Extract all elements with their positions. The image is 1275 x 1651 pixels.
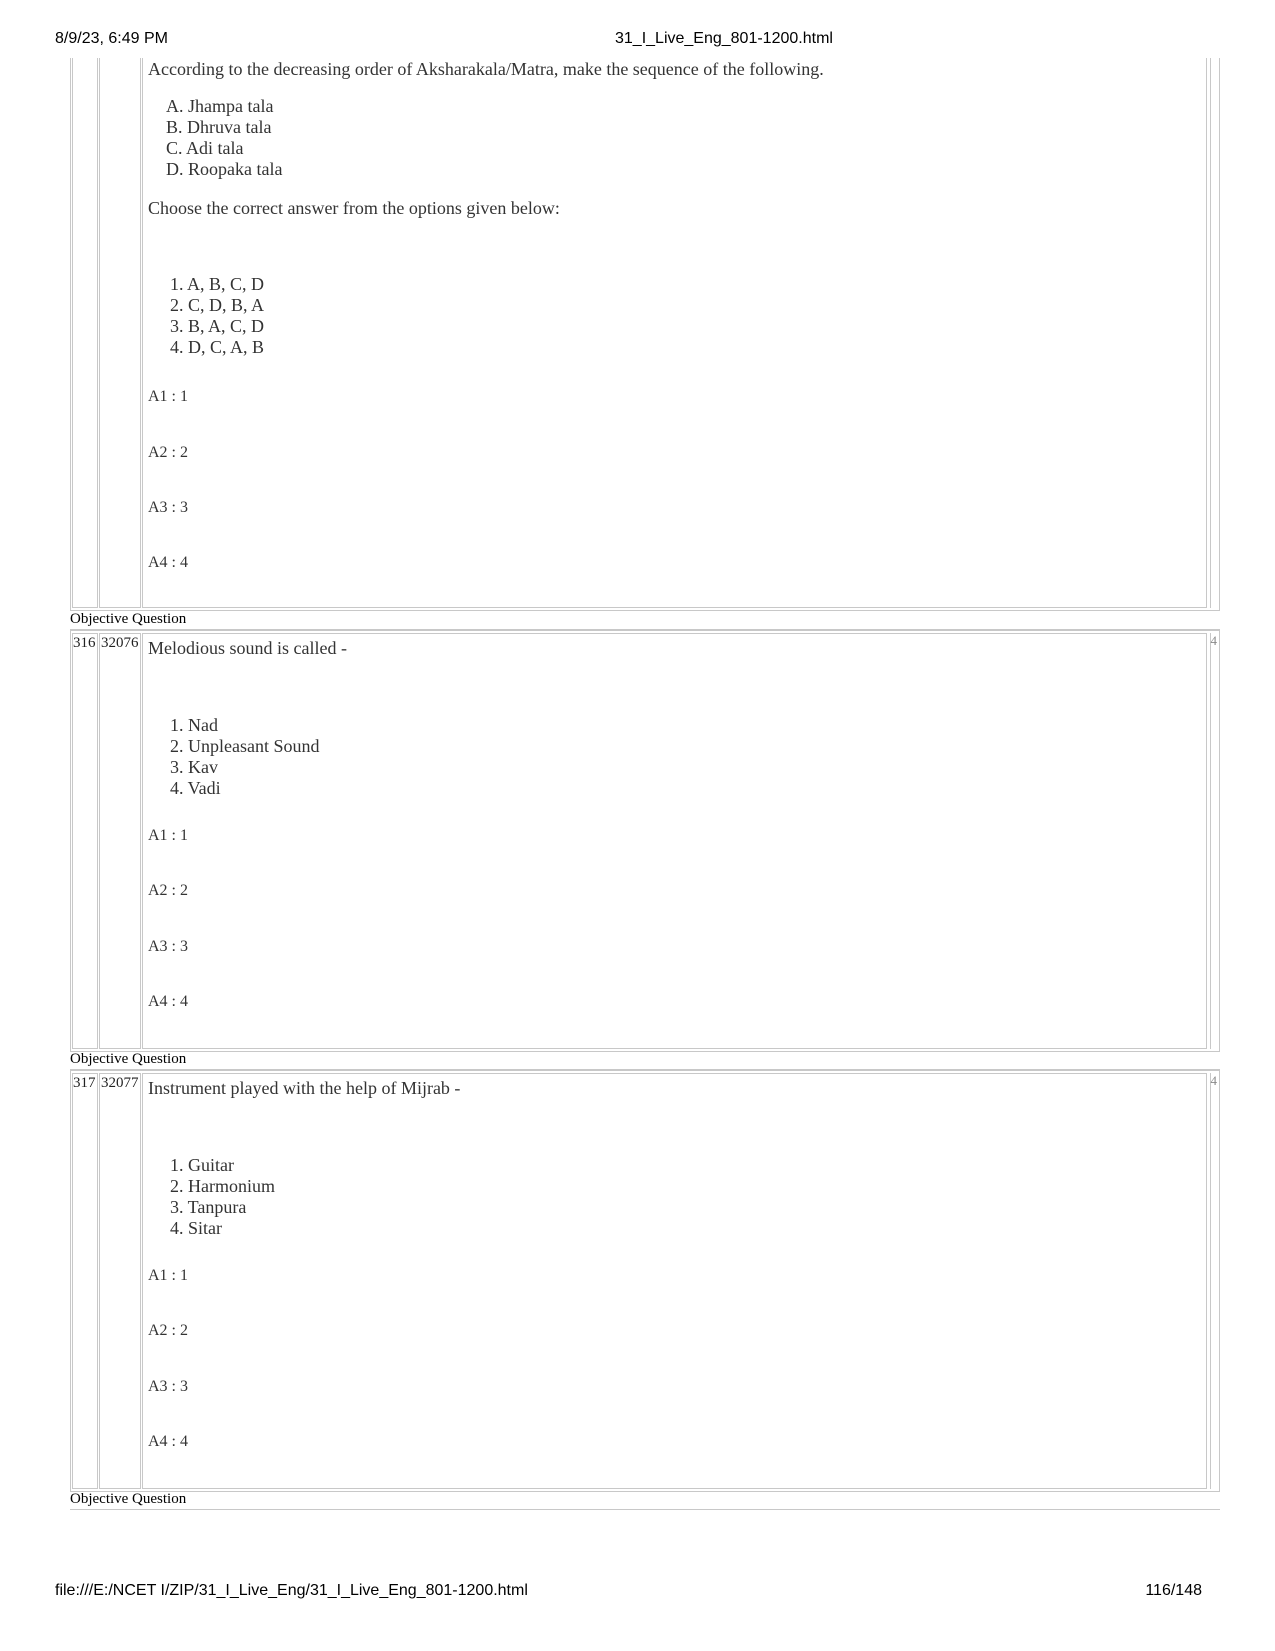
marks-cell [1210,58,1217,608]
serial-cell [72,1073,98,1489]
question-text: Instrument played with the help of Mijrab - [148,1078,461,1098]
serial-number: 317 [73,1075,96,1091]
option-item: 2. Harmonium [170,1176,275,1196]
option-list [148,274,1199,358]
option-list [148,715,1199,799]
truncated-marks-glyph: 4 [1210,633,1217,648]
print-page-number: 116/148 [1145,1582,1202,1599]
print-file-path: file:///E:/NCET I/ZIP/31_I_Live_Eng/31_I_Live_Eng_801-1200.html [55,1582,528,1599]
question-type-label: Objective Question [70,611,187,627]
statement-item: B. Dhruva tala [166,117,272,137]
answer-1: A1 : 1 [148,827,188,844]
answer-2: A2 : 2 [148,444,188,461]
question-table [70,58,1220,611]
question-block [70,630,1220,1070]
instruction-text: Choose the correct answer from the options given below: [148,198,560,218]
option-item: 3. Tanpura [170,1197,247,1217]
question-table [70,630,1220,1052]
question-content [148,1077,1199,1239]
statement-item: C. Adi tala [166,138,244,158]
print-datetime: 8/9/23, 6:49 PM [55,30,168,47]
question-id-cell [99,1073,141,1489]
answer-3: A3 : 3 [148,499,188,516]
option-item: 4. Vadi [170,778,221,798]
marks-cell [1210,1073,1217,1489]
statement-item: D. Roopaka tala [166,159,283,179]
answer-4: A4 : 4 [148,1433,188,1450]
option-item: 3. Kav [170,757,218,777]
marks-cell [1210,633,1217,1049]
answer-2: A2 : 2 [148,1322,188,1339]
print-title: 31_I_Live_Eng_801-1200.html [615,30,833,47]
question-table [70,1070,1220,1492]
answer-1: A1 : 1 [148,1267,188,1284]
option-item: 2. C, D, B, A [170,295,265,315]
statement-list [148,96,1199,180]
answer-3: A3 : 3 [148,1378,188,1395]
divider [70,1509,1220,1510]
question-content [148,58,1199,358]
question-type-label: Objective Question [70,1491,187,1507]
serial-number: 316 [73,635,96,651]
option-item: 2. Unpleasant Sound [170,736,320,756]
question-id-cell [99,58,141,608]
question-id: 32076 [101,635,139,651]
truncated-marks-glyph: 4 [1210,1073,1217,1088]
serial-cell [72,633,98,1049]
question-block [70,1070,1220,1510]
print-header [55,30,1220,52]
question-text: According to the decreasing order of Aksharakala/Matra, make the sequence of the following. [148,59,824,79]
answer-4: A4 : 4 [148,993,188,1010]
option-item: 3. B, A, C, D [170,316,265,336]
question-type-label: Objective Question [70,1051,187,1067]
option-item: 1. Guitar [170,1155,234,1175]
question-content [148,637,1199,799]
statement-item: A. Jhampa tala [166,96,274,116]
question-id-cell [99,633,141,1049]
option-item: 1. Nad [170,715,218,735]
answer-2: A2 : 2 [148,882,188,899]
serial-cell [72,58,98,608]
option-list [148,1155,1199,1239]
option-item: 4. D, C, A, B [170,337,265,357]
option-item: 4. Sitar [170,1218,222,1238]
question-block [70,58,1220,630]
question-id: 32077 [101,1075,139,1091]
print-footer [55,1582,1220,1604]
answer-4: A4 : 4 [148,554,188,571]
question-text: Melodious sound is called - [148,638,347,658]
question-document [70,58,1220,1510]
answer-3: A3 : 3 [148,938,188,955]
option-item: 1. A, B, C, D [170,274,265,294]
answer-1: A1 : 1 [148,388,188,405]
